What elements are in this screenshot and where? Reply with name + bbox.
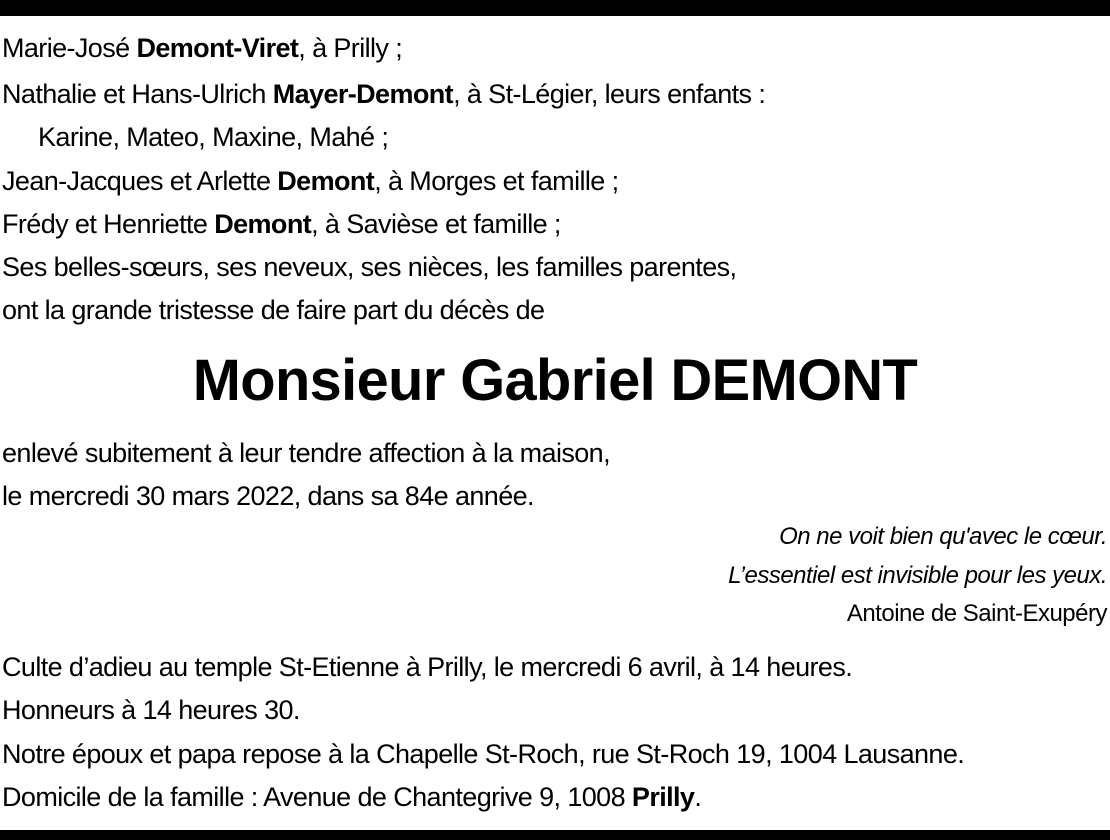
family-line-2-surname: Mayer-Demont <box>272 79 454 109</box>
family-line-6-text: Ses belles-sœurs, ses neveux, ses nièces, les familles parentes, <box>2 252 737 282</box>
family-line-5-place: , à Savièse et famille ; <box>311 209 561 239</box>
service-line-4-end: . <box>694 782 702 812</box>
death-line-2: le mercredi 30 mars 2022, dans sa 84e année. <box>2 481 534 511</box>
family-line-6 <box>2 251 736 283</box>
family-line-2-place: , à St-Légier, leurs enfants : <box>453 79 766 109</box>
quote-author: Antoine de Saint-Exupéry <box>846 600 1107 627</box>
family-line-4 <box>2 165 618 197</box>
family-line-5-surname: Demont <box>214 209 312 239</box>
service-line-1-text: Culte d’adieu au temple St-Etienne à Prilly, le mercredi 6 avril, à 14 heures. <box>2 652 853 682</box>
family-line-2-text: Nathalie et Hans-Ulrich <box>2 79 273 109</box>
family-line-1-place: , à Prilly ; <box>298 33 403 63</box>
service-line-2: Honneurs à 14 heures 30. <box>2 695 300 725</box>
family-line-4-place: , à Morges et famille ; <box>374 166 619 196</box>
service-line-4-text: Domicile de la famille : Avenue de Chantegrive 9, 1008 <box>2 782 632 812</box>
deceased-name: Monsieur Gabriel DEMONT <box>192 348 918 413</box>
service-line-1 <box>2 651 852 683</box>
family-line-4-surname: Demont <box>277 166 375 196</box>
family-line-5 <box>2 208 561 240</box>
top-border-rule <box>0 0 1110 16</box>
service-line-4-city: Prilly <box>631 782 695 812</box>
service-line-3-text: Notre époux et papa repose à la Chapelle St-Roch, rue St-Roch 19, 1004 Lausanne. <box>2 739 965 769</box>
death-line-1: enlevé subitement à leur tendre affection à la maison, <box>2 438 610 468</box>
bottom-border-rule <box>0 830 1110 840</box>
family-line-3 <box>38 121 388 153</box>
family-line-1-surname: Demont-Viret <box>136 33 299 63</box>
family-line-4-text: Jean-Jacques et Arlette <box>2 166 278 196</box>
service-line-4 <box>2 781 701 813</box>
service-line-3 <box>2 738 964 770</box>
family-line-1-text: Marie-José <box>2 33 137 63</box>
family-line-5-text: Frédy et Henriette <box>2 209 215 239</box>
quote-line-2: L’essentiel est invisible pour les yeux. <box>728 562 1107 589</box>
family-line-1 <box>2 32 402 64</box>
family-line-7-text: ont la grande tristesse de faire part du décès de <box>2 295 545 325</box>
family-line-2 <box>2 78 765 110</box>
quote-line-1: On ne voit bien qu'avec le cœur. <box>779 523 1107 550</box>
family-line-3-text: Karine, Mateo, Maxine, Mahé ; <box>38 122 389 152</box>
family-line-7 <box>2 294 544 326</box>
